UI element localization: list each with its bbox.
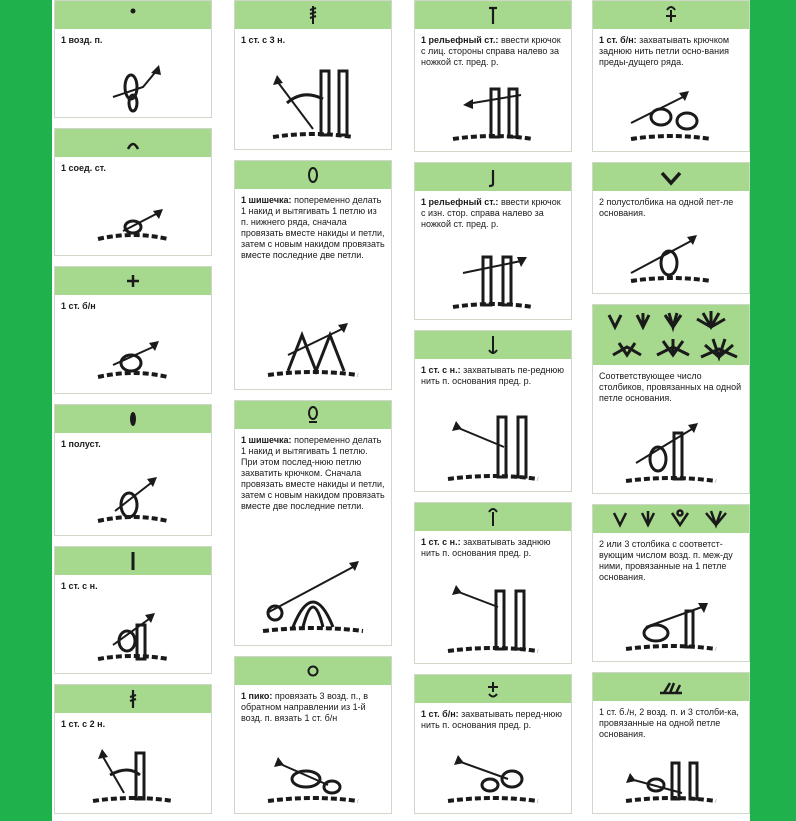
symbol-card-picot bbox=[234, 656, 392, 814]
dot-symbol-icon bbox=[123, 5, 143, 25]
treble-illustration bbox=[55, 745, 211, 809]
symbol-description: 2 или 3 столбика с соответст-вующим числом возд. п. меж-ду ними, провязанные на 1 петле основания. bbox=[599, 539, 733, 582]
symbol-band bbox=[235, 657, 391, 685]
symbol-card-triple-treble bbox=[234, 0, 392, 150]
cluster-symbol-icon bbox=[656, 677, 686, 697]
symbol-card-sc-front-loop bbox=[414, 674, 572, 814]
symbol-description bbox=[61, 35, 206, 46]
symbol-card-front-loop bbox=[414, 330, 572, 492]
symbol-band bbox=[593, 163, 749, 191]
bobble-symbol-icon bbox=[303, 164, 323, 186]
double-cross-symbol-icon bbox=[123, 688, 143, 710]
double-crochet-illustration bbox=[55, 609, 211, 669]
half-double-illustration bbox=[55, 471, 211, 531]
symbol-description: 1 ст. с н.: захватывать заднюю нить п. основания пред. р. bbox=[421, 537, 551, 558]
symbol-description: 1 ст. с 2 н. bbox=[61, 719, 106, 729]
fan-illustration bbox=[593, 419, 749, 489]
symbol-card-relief-back bbox=[414, 162, 572, 320]
symbol-description: 1 рельефный ст.: ввести крючок с изн. стор. справа налево за ножкой ст. пред. р. bbox=[421, 197, 561, 229]
symbol-title: 1 возд. п. bbox=[61, 35, 103, 45]
symbol-description: 1 пико: провязать 3 возд. п., в обратном направлении из 1-й возд. п. вязать 1 ст. б/н bbox=[241, 691, 368, 723]
sc-back-loop-illustration bbox=[593, 87, 749, 147]
symbol-card-bobble bbox=[234, 160, 392, 390]
oval-symbol-icon bbox=[123, 409, 143, 429]
v-symbol-icon bbox=[659, 167, 683, 187]
symbol-band bbox=[593, 1, 749, 29]
triple-treble-illustration bbox=[235, 59, 391, 145]
relief-back-symbol-icon bbox=[483, 166, 503, 188]
symbol-band bbox=[55, 129, 211, 157]
symbol-band bbox=[415, 503, 571, 531]
symbol-card-cluster bbox=[592, 672, 750, 814]
v-stitch-illustration bbox=[593, 233, 749, 289]
symbol-band bbox=[415, 675, 571, 703]
single-crochet-illustration bbox=[55, 333, 211, 389]
symbol-description: 1 ст. б./н, 2 возд. п. и 3 столби-ка, провязанные на одной петле основания. bbox=[599, 707, 739, 739]
symbol-band bbox=[55, 405, 211, 433]
symbol-card-double-crochet bbox=[54, 546, 212, 674]
symbol-description: 1 ст. б/н: захватывать крючком заднюю нить петли осно-вания преды-дущего ряда. bbox=[599, 35, 730, 67]
symbol-card-relief-front bbox=[414, 0, 572, 152]
symbol-description: 1 рельефный ст.: ввести крючок с лиц. стороны справа налево за ножкой ст. пред. р. bbox=[421, 35, 561, 67]
symbol-card-back-loop bbox=[414, 502, 572, 664]
picot-symbol-icon bbox=[303, 661, 323, 681]
symbol-card-slip bbox=[54, 128, 212, 256]
symbol-band bbox=[593, 673, 749, 701]
symbol-card-chain bbox=[54, 0, 212, 118]
symbol-description: 1 шишечка: попеременно делать 1 накид и вытягивать 1 петлю. При этом послед-нюю петлю захватить крючком. Сначала провязать вместе накиды и петли, затем с новым накидом провязать вместе две последние петли. bbox=[241, 435, 385, 511]
bobble-back-illustration bbox=[235, 557, 391, 641]
symbol-band bbox=[593, 505, 749, 533]
symbol-card-joined-fans bbox=[592, 504, 750, 662]
bobble-back-symbol-icon bbox=[303, 404, 323, 426]
symbol-description: 1 ст. б/н bbox=[61, 301, 96, 311]
symbol-description: 2 полустолбика на одной пет-ле основания. bbox=[599, 197, 734, 218]
bobble-illustration bbox=[235, 315, 391, 385]
symbol-band bbox=[235, 1, 391, 29]
symbol-card-single-crochet bbox=[54, 266, 212, 394]
symbol-card-half-double bbox=[54, 404, 212, 536]
triple-cross-symbol-icon bbox=[303, 4, 323, 26]
sc-back-loop-symbol-icon bbox=[661, 4, 681, 26]
symbol-description: 1 соед. ст. bbox=[61, 163, 106, 173]
symbol-band bbox=[55, 1, 211, 29]
symbol-description: 1 ст. с н.: захватывать пе-реднюю нить п. основания пред. р. bbox=[421, 365, 565, 386]
cluster-illustration bbox=[593, 749, 749, 809]
sc-front-loop-illustration bbox=[415, 745, 571, 809]
symbol-band bbox=[415, 163, 571, 191]
symbol-card-fans bbox=[592, 304, 750, 494]
chain-stitch-illustration bbox=[55, 57, 211, 113]
symbol-band bbox=[55, 685, 211, 713]
relief-back-illustration bbox=[415, 243, 571, 315]
arc-symbol-icon bbox=[123, 133, 143, 153]
symbol-band bbox=[55, 547, 211, 575]
symbol-card-bobble-back bbox=[234, 400, 392, 646]
relief-front-symbol-icon bbox=[483, 4, 503, 26]
symbol-band bbox=[415, 1, 571, 29]
symbol-band bbox=[235, 401, 391, 429]
symbol-card-treble bbox=[54, 684, 212, 814]
joined-fan-illustration bbox=[593, 601, 749, 657]
crochet-symbols-sheet bbox=[52, 0, 750, 821]
symbol-band bbox=[593, 305, 749, 365]
symbol-band bbox=[235, 161, 391, 189]
symbol-card-sc-back-loop bbox=[592, 0, 750, 152]
symbol-band bbox=[55, 267, 211, 295]
symbol-description: 1 ст. б/н: захватывать перед-нюю нить п. основания пред. р. bbox=[421, 709, 563, 730]
symbol-card-v-stitch bbox=[592, 162, 750, 294]
symbol-description: 1 ст. с 3 н. bbox=[241, 35, 286, 45]
symbol-band bbox=[415, 331, 571, 359]
relief-front-illustration bbox=[415, 75, 571, 147]
joined-fan-symbols-icon bbox=[596, 507, 746, 531]
picot-illustration bbox=[235, 749, 391, 809]
fan-symbols-icon bbox=[593, 305, 749, 365]
front-loop-illustration bbox=[415, 407, 571, 487]
symbol-description: 1 шишечка: попеременно делать 1 накид и вытягивать 1 петлю из п. нижнего ряда, сначала провязать вместе накиды и петли, затем с новым накидом провязать вместе последние две петли. bbox=[241, 195, 385, 260]
symbol-description: Соответствующее число столбиков, провязанных на одной петле основания. bbox=[599, 371, 742, 403]
back-loop-symbol-icon bbox=[483, 506, 503, 528]
plus-symbol-icon bbox=[123, 271, 143, 291]
back-loop-illustration bbox=[415, 579, 571, 659]
bar-symbol-icon bbox=[123, 550, 143, 572]
slip-stitch-illustration bbox=[55, 201, 211, 251]
symbol-description: 1 ст. с н. bbox=[61, 581, 98, 591]
symbol-description: 1 полуст. bbox=[61, 439, 101, 449]
sc-front-loop-symbol-icon bbox=[483, 678, 503, 700]
front-loop-symbol-icon bbox=[483, 334, 503, 356]
